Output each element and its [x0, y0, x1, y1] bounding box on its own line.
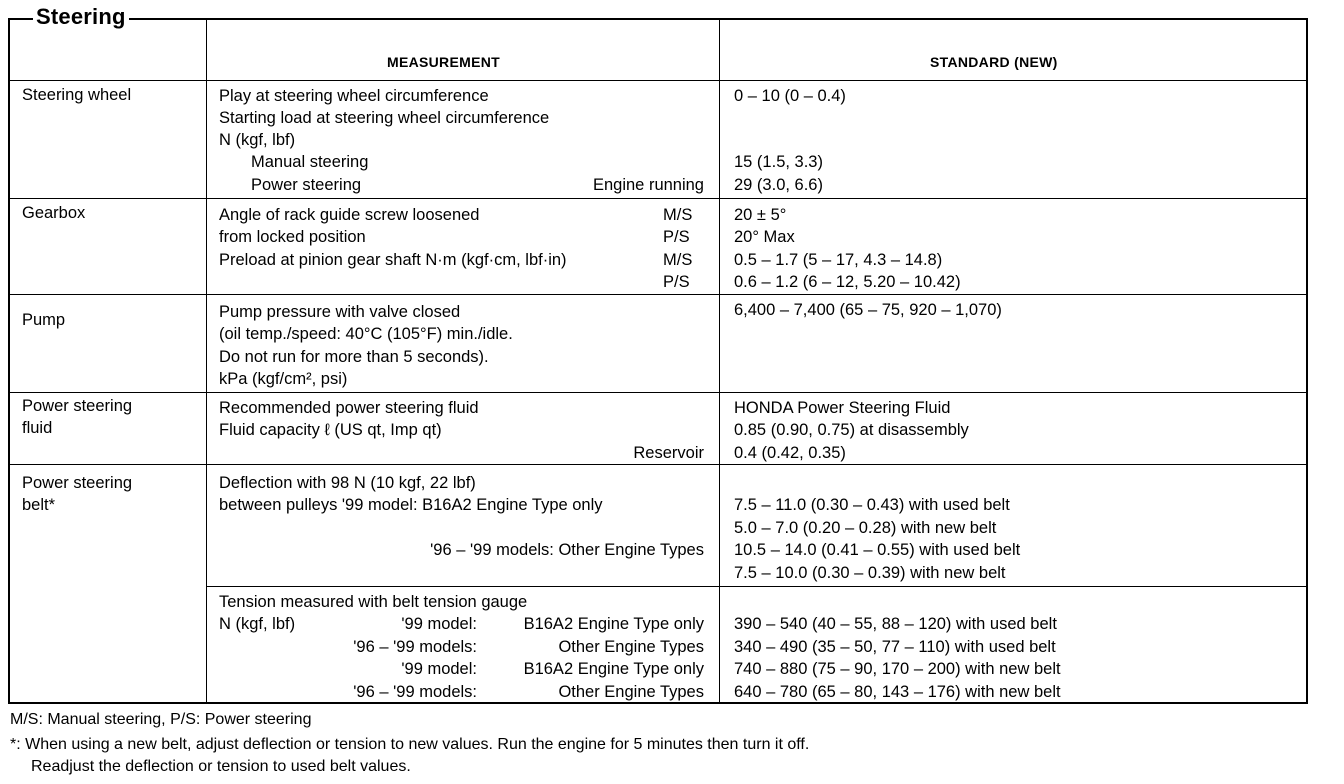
- standard-value: 0.4 (0.42, 0.35): [734, 444, 846, 462]
- standard-value: 640 – 780 (65 – 80, 143 – 176) with new belt: [734, 683, 1061, 701]
- row-label-fluid: fluid: [22, 419, 53, 437]
- measurement-text: N (kgf, lbf): [219, 131, 296, 149]
- header-standard: STANDARD (NEW): [930, 54, 1058, 70]
- measurement-text: Do not run for more than 5 seconds).: [219, 348, 489, 366]
- model-label: '99 model:: [401, 615, 477, 633]
- measurement-text: Manual steering: [251, 153, 369, 171]
- measurement-text: Starting load at steering wheel circumference: [219, 109, 550, 127]
- row-divider: [10, 80, 1306, 81]
- row-label-belt: Power steering: [22, 474, 133, 492]
- engine-type: B16A2 Engine Type only: [523, 615, 704, 633]
- engine-type: Other Engine Types: [558, 638, 704, 656]
- standard-value: 29 (3.0, 6.6): [734, 176, 823, 194]
- row-label-fluid: Power steering: [22, 397, 133, 415]
- measurement-text: from locked position: [219, 228, 366, 246]
- row-label-gearbox: Gearbox: [22, 204, 86, 222]
- engine-type: B16A2 Engine Type only: [523, 660, 704, 678]
- standard-value: 0 – 10 (0 – 0.4): [734, 87, 846, 105]
- measurement-text: N (kgf, lbf): [219, 615, 296, 633]
- standard-value: 20 ± 5°: [734, 206, 787, 224]
- measurement-text: Play at steering wheel circumference: [219, 87, 489, 105]
- measurement-text: Preload at pinion gear shaft N·m (kgf·cm, lbf·in): [219, 251, 567, 269]
- column-divider: [719, 20, 720, 702]
- condition-text: Reservoir: [633, 444, 704, 462]
- row-label-steering-wheel: Steering wheel: [22, 86, 132, 104]
- row-divider: [206, 586, 1306, 587]
- model-label: '96 – '99 models:: [353, 683, 477, 701]
- footnote: Readjust the deflection or tension to used belt values.: [31, 758, 411, 775]
- row-divider: [10, 392, 1306, 393]
- standard-value: 390 – 540 (40 – 55, 88 – 120) with used belt: [734, 615, 1057, 633]
- measurement-text: (oil temp./speed: 40°C (105°F) min./idle.: [219, 325, 513, 343]
- standard-value: 15 (1.5, 3.3): [734, 153, 823, 171]
- standard-value: 340 – 490 (35 – 50, 77 – 110) with used belt: [734, 638, 1056, 656]
- header-measurement: MEASUREMENT: [387, 54, 500, 70]
- standard-value: 10.5 – 14.0 (0.41 – 0.55) with used belt: [734, 541, 1021, 559]
- spec-table: [8, 18, 1308, 704]
- steering-type-tag: M/S: [663, 251, 693, 269]
- condition-text: Engine running: [592, 176, 704, 194]
- standard-value: 5.0 – 7.0 (0.20 – 0.28) with new belt: [734, 519, 997, 537]
- standard-value: 20° Max: [734, 228, 795, 246]
- measurement-text: Deflection with 98 N (10 kgf, 22 lbf): [219, 474, 476, 492]
- engine-type: Other Engine Types: [558, 683, 704, 701]
- row-label-pump: Pump: [22, 311, 66, 329]
- row-label-belt: belt*: [22, 496, 56, 514]
- row-divider: [10, 294, 1306, 295]
- standard-value: HONDA Power Steering Fluid: [734, 399, 951, 417]
- measurement-text: kPa (kgf/cm², psi): [219, 370, 348, 388]
- steering-type-tag: P/S: [663, 273, 690, 291]
- column-divider: [206, 20, 207, 702]
- standard-value: 0.85 (0.90, 0.75) at disassembly: [734, 421, 969, 439]
- row-divider: [10, 198, 1306, 199]
- section-title: Steering: [33, 4, 129, 30]
- measurement-text: '96 – '99 models: Other Engine Types: [430, 541, 704, 559]
- standard-value: 0.5 – 1.7 (5 – 17, 4.3 – 14.8): [734, 251, 943, 269]
- measurement-text: Fluid capacity ℓ (US qt, Imp qt): [219, 421, 442, 439]
- model-label: '99 model:: [401, 660, 477, 678]
- standard-value: 6,400 – 7,400 (65 – 75, 920 – 1,070): [734, 301, 1002, 319]
- model-label: '96 – '99 models:: [353, 638, 477, 656]
- steering-type-tag: P/S: [663, 228, 690, 246]
- standard-value: 7.5 – 10.0 (0.30 – 0.39) with new belt: [734, 564, 1006, 582]
- footnote: *: When using a new belt, adjust deflection or tension to new values. Run the engine for 5 minutes then turn it off.: [10, 736, 810, 753]
- measurement-text: Tension measured with belt tension gauge: [219, 593, 528, 611]
- footnote: M/S: Manual steering, P/S: Power steering: [10, 711, 312, 728]
- standard-value: 0.6 – 1.2 (6 – 12, 5.20 – 10.42): [734, 273, 961, 291]
- steering-type-tag: M/S: [663, 206, 693, 224]
- measurement-text: Power steering: [251, 176, 362, 194]
- measurement-text: Recommended power steering fluid: [219, 399, 479, 417]
- standard-value: 740 – 880 (75 – 90, 170 – 200) with new belt: [734, 660, 1061, 678]
- measurement-text: Angle of rack guide screw loosened: [219, 206, 480, 224]
- measurement-text: between pulleys '99 model: B16A2 Engine Type only: [219, 496, 603, 514]
- standard-value: 7.5 – 11.0 (0.30 – 0.43) with used belt: [734, 496, 1010, 514]
- measurement-text: Pump pressure with valve closed: [219, 303, 461, 321]
